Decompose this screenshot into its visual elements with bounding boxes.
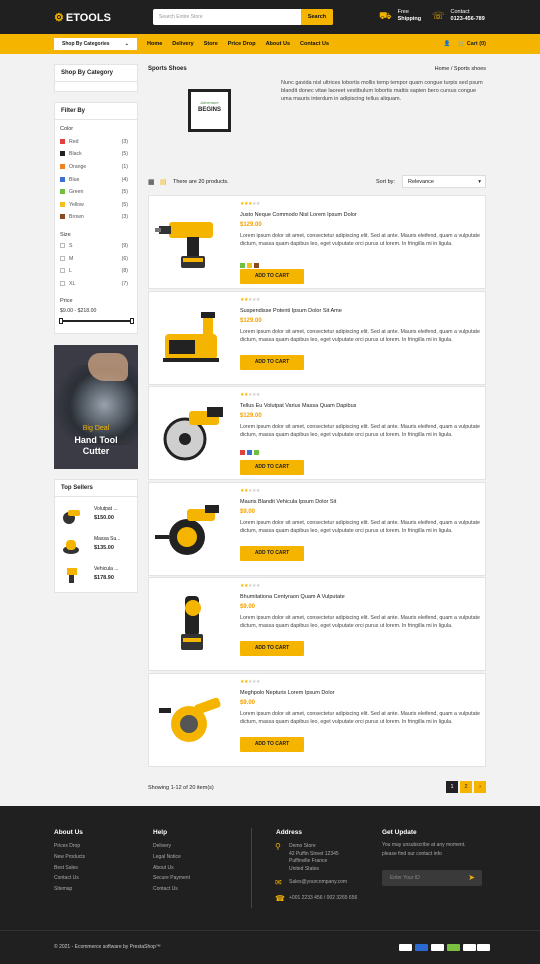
- color-swatch-blue[interactable]: [247, 450, 252, 455]
- footer-link[interactable]: Prices Drop: [54, 843, 81, 849]
- send-icon[interactable]: ➤: [468, 873, 475, 882]
- cart-link[interactable]: 🛒 Cart (0): [458, 41, 486, 47]
- size-filter-l[interactable]: L (8): [60, 268, 128, 274]
- promo-banner[interactable]: [54, 345, 138, 469]
- add-to-cart-button[interactable]: ADD TO CART: [240, 641, 304, 656]
- add-to-cart-button[interactable]: ADD TO CART: [240, 355, 304, 370]
- visa-icon: [399, 944, 412, 951]
- product-description: Lorem ipsum dolor sit amet, consectetur adipiscing elit. Sed at ante. Mauris eleifend, quam a vulputate dictum, massa quam dapibus leo, eget vulputate orci purus ut lorem. In fringilla mi in ligula.: [240, 520, 480, 534]
- shipping-info: ⛟ Free Shipping: [379, 9, 422, 22]
- color-swatch-red[interactable]: [240, 450, 245, 455]
- color-filter-yellow[interactable]: Yellow (5): [60, 202, 128, 208]
- product-price: $129.00: [240, 222, 262, 228]
- paypal-icon: [447, 944, 460, 951]
- color-swatch-brown[interactable]: [254, 263, 259, 268]
- nav-contact-us[interactable]: Contact Us: [300, 41, 330, 47]
- footer-link[interactable]: About Us: [153, 864, 174, 871]
- user-icon[interactable]: 👤: [443, 41, 451, 47]
- category-description: Nunc gavida nisl ultrices lobortis mollis temp tempor quam congue turpis sed psum blandit donec vitae laoreet vestibulum lobortis mattis sapien bero cursus congue uma mauris interdum in adipiscing tellus aliquam.: [281, 80, 483, 102]
- shop-by-category-box: [54, 64, 138, 92]
- product-name[interactable]: Mauris Blandit Vehicula Ipsum Dolor Sit: [240, 499, 337, 505]
- main-nav: [0, 34, 540, 54]
- shop-by-categories-button[interactable]: Shop By Categories ⌄: [54, 38, 137, 50]
- page-2-button[interactable]: 2: [460, 781, 472, 793]
- headset-icon: ☏: [432, 10, 445, 22]
- banner-title-line2: Cutter: [82, 446, 110, 456]
- product-toolbar: [148, 175, 486, 189]
- circular-saw-image[interactable]: [155, 497, 231, 563]
- product-name[interactable]: Suspendisse Potenti Ipsum Dolor Sit Ame: [240, 308, 342, 314]
- product-price: $9.00: [240, 604, 256, 610]
- location-icon: ⚲: [275, 842, 281, 851]
- product-description: Lorem ipsum dolor sit amet, consectetur adipiscing elit. Sed at ante. Mauris eleifend, quam a vulputate dictum, massa quam dapibus leo, eget vulputate orci purus ut lorem. In fringilla mi in ligula.: [240, 329, 480, 343]
- product-card: [148, 195, 486, 289]
- sort-select[interactable]: Relevance ▾: [402, 175, 486, 188]
- product-price: $9.00: [240, 700, 256, 706]
- footer-phone: ☎ +001 2233 456 / 002 3265 656: [275, 894, 358, 903]
- product-price: $129.00: [240, 413, 262, 419]
- footer-address: ⚲ Demo Store 42 Puffin Street 12345 Puffinville France United States: [275, 842, 339, 872]
- color-options: [240, 450, 259, 455]
- product-name[interactable]: Meghpolo Nepturis Lorem Ipsum Dolor: [240, 690, 335, 696]
- mail-icon: ✉: [275, 878, 282, 887]
- color-filter-brown[interactable]: Brown (3): [60, 214, 128, 220]
- newsletter-form: [382, 870, 482, 886]
- list-view-icon[interactable]: ▤: [160, 179, 167, 186]
- copyright: © 2021 - Ecommerce software by PrestaShop™: [54, 944, 161, 950]
- category-image: [188, 89, 231, 132]
- color-filter-label: Color: [60, 126, 74, 132]
- color-filter-green[interactable]: Green (5): [60, 189, 128, 195]
- product-card: [148, 291, 486, 385]
- product-price: $9.00: [240, 509, 256, 515]
- price-range-text: $9.00 - $218.00: [60, 308, 97, 314]
- color-swatch-green[interactable]: [254, 450, 259, 455]
- grid-view-icon[interactable]: ▦: [148, 179, 155, 186]
- nailer-image[interactable]: [155, 592, 231, 658]
- rating-stars: ★★★★★: [240, 297, 260, 303]
- chevron-down-icon: ⌄: [124, 41, 129, 47]
- footer-link[interactable]: Contact Us: [54, 875, 79, 882]
- add-to-cart-button[interactable]: ADD TO CART: [240, 546, 304, 561]
- discover-icon: [431, 944, 444, 951]
- footer-link[interactable]: Best Sales: [54, 864, 78, 871]
- logo[interactable]: ⚙ ETOOLS: [54, 11, 111, 24]
- color-swatch: [60, 151, 65, 156]
- color-swatch-green[interactable]: [240, 263, 245, 268]
- product-description: Lorem ipsum dolor sit amet, consectetur adipiscing elit. Sed at ante. Mauris eleifend, quam a vulputate dictum, massa quam dapibus leo, eget vulputate orci purus ut lorem. In fringilla mi in ligula.: [240, 233, 480, 247]
- footer-link[interactable]: Delivery: [153, 843, 172, 849]
- top-seller-item[interactable]: Massa Su... $135.00: [60, 533, 130, 559]
- color-swatch: [60, 189, 65, 194]
- product-name[interactable]: Tellus Eu Volutpat Varius Massa Quam Dapibus: [240, 403, 357, 409]
- contact-info: ☏ Contact 0123-456-789: [432, 9, 485, 22]
- drill-image[interactable]: [155, 210, 231, 276]
- nav-store[interactable]: Store: [203, 41, 218, 47]
- page-1-button[interactable]: 1: [446, 781, 458, 793]
- footer-address-column: Address: [276, 829, 303, 836]
- search-input[interactable]: Search Entire Store: [159, 14, 203, 20]
- product-description: Lorem ipsum dolor sit amet, consectetur adipiscing elit. Sed at ante. Mauris eleifend, quam a vulputate dictum, massa quam dapibus leo, eget vulputate orci purus ut lorem. In fringilla mi in ligula.: [240, 615, 480, 629]
- add-to-cart-button[interactable]: ADD TO CART: [240, 460, 304, 475]
- hand-image: [88, 353, 128, 381]
- caret-down-icon: ▾: [478, 179, 481, 185]
- pagination-summary: Showing 1-12 of 20 item(s): [148, 785, 214, 791]
- filter-title: Filter By: [55, 103, 137, 120]
- footer-update-column: Get Update You may unsubscribe at any moment. please find our contact info: [382, 829, 466, 857]
- truck-icon: ⛟: [379, 10, 392, 22]
- add-to-cart-button[interactable]: ADD TO CART: [240, 269, 304, 284]
- mastercard-icon: [477, 944, 490, 951]
- rating-stars: ★★★★★: [240, 392, 260, 398]
- next-page-button[interactable]: ›: [474, 781, 486, 793]
- color-swatch: [60, 164, 65, 169]
- footer-email[interactable]: ✉ Sales@yourcompany.com: [275, 878, 348, 887]
- size-filter-s[interactable]: S (9): [60, 243, 128, 249]
- footer-link[interactable]: Legal Notice: [153, 853, 181, 860]
- color-swatch: [60, 177, 65, 182]
- grinder-guard-image[interactable]: [155, 688, 231, 754]
- rating-stars: ★★★★★: [240, 583, 260, 589]
- rating-stars: ★★★★★: [240, 201, 260, 207]
- footer-help-column: Help Delivery Legal Notice About Us Secure Payment Contact Us: [153, 829, 190, 895]
- product-card: [148, 482, 486, 576]
- rating-stars: ★★★★★: [240, 679, 260, 685]
- price-slider-max-handle[interactable]: [130, 318, 134, 324]
- shop-by-category-title: Shop By Category: [55, 65, 137, 82]
- top-seller-item[interactable]: Vehicula ... $178.90: [60, 563, 130, 589]
- nav-price-drop[interactable]: Price Drop: [227, 41, 256, 47]
- price-slider[interactable]: [61, 320, 132, 322]
- circular-saw-image: [60, 506, 82, 526]
- checkbox: [60, 243, 65, 248]
- color-swatch: [60, 139, 65, 144]
- size-filter-label: Size: [60, 232, 71, 238]
- site-header: [0, 0, 540, 34]
- checkbox: [60, 256, 65, 261]
- product-name[interactable]: Bhumitationa Centyraon Quam A Vulputate: [240, 594, 345, 600]
- category-title: Sports Shoes: [148, 66, 187, 72]
- drill-image: [60, 566, 82, 586]
- cash-icon: [463, 944, 476, 951]
- size-filter-xl[interactable]: XL (7): [60, 281, 128, 287]
- breadcrumb[interactable]: Home / Sports shoes: [434, 66, 486, 72]
- product-count: There are 20 products.: [173, 179, 229, 185]
- rating-stars: ★★★★★: [240, 488, 260, 494]
- color-filter-black[interactable]: Black (5): [60, 151, 128, 157]
- circular-saw-image[interactable]: [155, 401, 231, 467]
- nav-delivery[interactable]: Delivery: [172, 41, 194, 47]
- category-image-text: Adventure: [200, 100, 219, 105]
- add-to-cart-button[interactable]: ADD TO CART: [240, 737, 304, 752]
- sort-label: Sort by:: [376, 179, 395, 185]
- product-description: Lorem ipsum dolor sit amet, consectetur adipiscing elit. Sed at ante. Mauris eleifend, quam a vulputate dictum, massa quam dapibus leo, eget vulputate orci purus ut lorem. In fringilla mi in ligula.: [240, 424, 480, 438]
- sander-image: [60, 536, 82, 556]
- size-filter-m[interactable]: M (6): [60, 256, 128, 262]
- product-card: [148, 673, 486, 767]
- footer-link[interactable]: New Products: [54, 853, 86, 860]
- top-seller-item[interactable]: Volutpat ... $150.00: [60, 503, 130, 529]
- price-filter-label: Price: [60, 298, 73, 304]
- product-name[interactable]: Justo Neque Commodo Nisl Lorem Ipsum Dolor: [240, 212, 357, 218]
- phone-icon: ☎: [275, 894, 285, 903]
- search-button[interactable]: Search: [301, 9, 333, 25]
- gear-icon: ⚙: [54, 12, 64, 24]
- color-swatch-yellow[interactable]: [247, 263, 252, 268]
- footer-link[interactable]: Contact Us: [153, 886, 178, 893]
- category-image-heading: BEGINS: [197, 107, 221, 113]
- search-bar: [153, 9, 333, 25]
- pagination: [446, 781, 486, 793]
- top-sellers-title: Top Sellers: [55, 480, 137, 497]
- color-swatch: [60, 202, 65, 207]
- product-card: [148, 577, 486, 671]
- nav-about-us[interactable]: About Us: [265, 41, 291, 47]
- checkbox: [60, 281, 65, 286]
- footer-link[interactable]: Secure Payment: [153, 875, 190, 882]
- newsletter-email-input[interactable]: Enter Your ID: [390, 875, 420, 881]
- color-filter-blue[interactable]: Blue (4): [60, 177, 128, 183]
- color-filter-orange[interactable]: Orange (1): [60, 164, 128, 170]
- footer-divider: [251, 828, 252, 908]
- color-swatch: [60, 214, 65, 219]
- amex-icon: [415, 944, 428, 951]
- grinder-image[interactable]: [155, 306, 231, 372]
- product-card: [148, 386, 486, 480]
- footer-about-column: About Us Prices Drop New Products Best Sales Contact Us Sitemap: [54, 829, 85, 895]
- checkbox: [60, 268, 65, 273]
- cart-icon: 🛒: [458, 41, 466, 47]
- footer-link[interactable]: Sitemap: [54, 886, 73, 893]
- nav-home[interactable]: Home: [147, 41, 163, 47]
- banner-subtitle: Big Deal: [82, 425, 110, 432]
- product-description: Lorem ipsum dolor sit amet, consectetur adipiscing elit. Sed at ante. Mauris eleifend, quam a vulputate dictum, massa quam dapibus leo, eget vulputate orci purus ut lorem. In fringilla mi in ligula.: [240, 711, 480, 725]
- color-options: [240, 263, 259, 268]
- price-slider-min-handle[interactable]: [59, 318, 63, 324]
- banner-title-line1: Hand Tool: [74, 435, 118, 445]
- product-price: $129.00: [240, 318, 262, 324]
- color-filter-red[interactable]: Red (3): [60, 139, 128, 145]
